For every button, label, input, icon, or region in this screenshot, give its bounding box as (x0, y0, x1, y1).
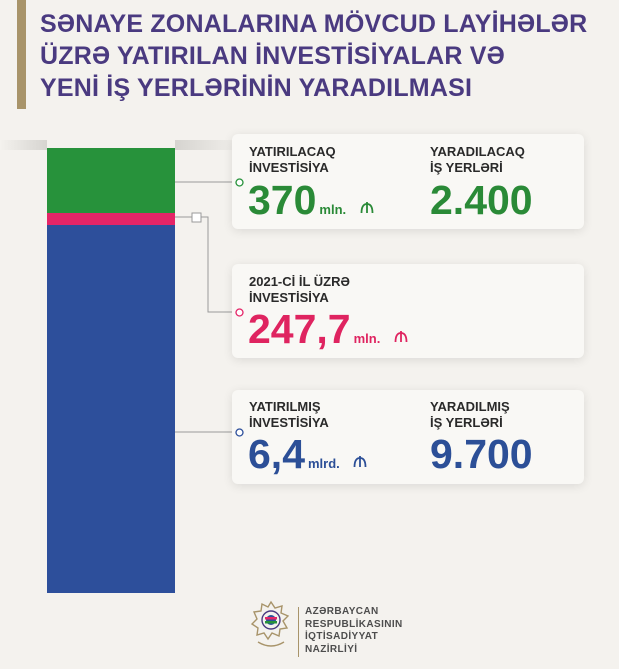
created-jobs-label: YARADILMIŞ İŞ YERLƏRİ (430, 399, 510, 430)
invested-label: YATIRILMIŞ İNVESTİSİYA (249, 399, 329, 430)
ministry-name (305, 606, 403, 656)
ministry-name-line-2: RESPUBLİKASININ (305, 618, 403, 630)
planned-investment-label: YATIRILACAQ İNVESTİSİYA (249, 144, 336, 175)
manat-sign-icon (394, 331, 408, 343)
investment-2021-label: 2021-Cİ İL ÜZRƏ İNVESTİSİYA (249, 274, 350, 305)
manat-sign-icon (360, 202, 374, 214)
ministry-emblem-icon (250, 598, 292, 654)
planned-jobs-label: YARADILACAQ İŞ YERLƏRİ (430, 144, 525, 175)
connector-marker (192, 213, 201, 222)
invested-card (232, 390, 584, 484)
invested-number: 6,4 (248, 431, 305, 477)
ministry-name-line-3: İQTİSADİYYAT (305, 631, 379, 642)
investment-2021-unit: mln. (353, 331, 381, 346)
connector-dot (235, 428, 244, 437)
created-jobs-value: 9.700 (430, 431, 533, 477)
investment-2021-number: 247,7 (248, 306, 351, 352)
planned-investment-value (248, 178, 374, 232)
ministry-name-line-4: NAZİRLİYİ (305, 643, 358, 655)
investment-2021-card (232, 264, 584, 358)
manat-sign-icon (353, 456, 367, 468)
planned-investment-unit: mln. (319, 202, 347, 217)
planned-jobs-value: 2.400 (430, 177, 533, 223)
ministry-name-line-1: AZƏRBAYCAN (305, 606, 379, 617)
planned-investment-number: 370 (248, 177, 317, 223)
invested-value (248, 432, 367, 486)
connector-dot (235, 308, 244, 317)
title-line-3: YENİ İŞ YERLƏRİNİN YARADILMASI (40, 74, 473, 102)
planned-card (232, 134, 584, 229)
connector-2021 (175, 217, 238, 312)
investment-2021-value (248, 307, 408, 361)
invested-unit: mlrd. (308, 456, 340, 471)
connector-dot (235, 178, 244, 187)
footer-separator (298, 607, 299, 657)
title-line-2: ÜZRƏ YATIRILAN İNVESTİSİYALAR VƏ (40, 42, 505, 70)
title-line-1: SƏNAYE ZONALARINA MÖVCUD LAYİHƏLƏR (40, 10, 588, 38)
